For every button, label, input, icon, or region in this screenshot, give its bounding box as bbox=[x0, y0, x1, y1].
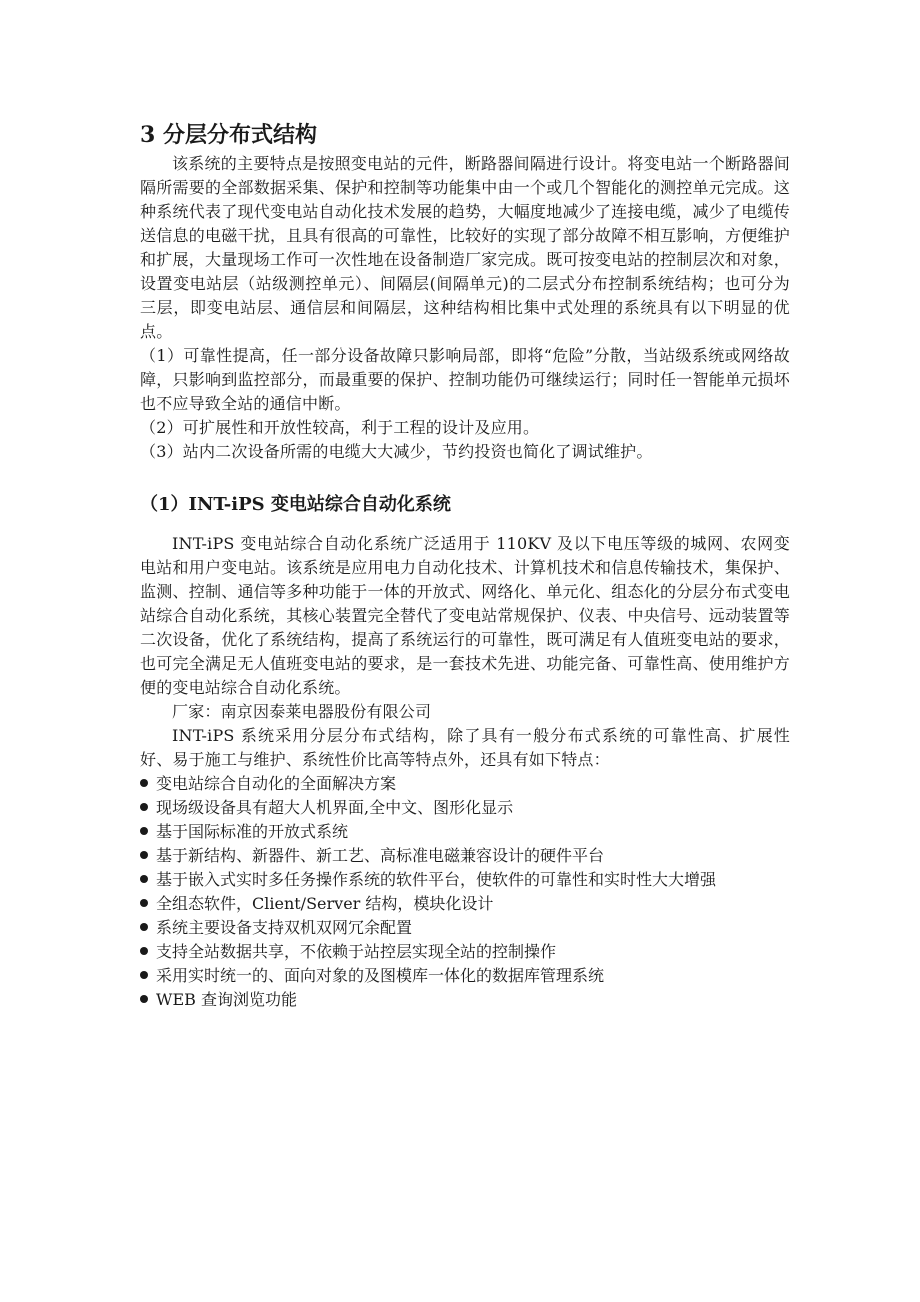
list-item: 全组态软件，Client/Server 结构，模块化设计 bbox=[140, 892, 790, 916]
bullet-icon bbox=[140, 971, 148, 979]
subsection-heading: （1）INT-iPS 变电站综合自动化系统 bbox=[140, 494, 451, 515]
bullet-icon bbox=[140, 779, 148, 787]
list-item: 支持全站数据共享，不依赖于站控层实现全站的控制操作 bbox=[140, 940, 790, 964]
bullet-icon bbox=[140, 827, 148, 835]
paragraph: 该系统的主要特点是按照变电站的元件，断路器间隔进行设计。将变电站一个断路器间隔所需要的全部数据采集、保护和控制等功能集中由一个或几个智能化的测控单元完成。这种系统代表了现代变电站自动化技术发展的趋势，大幅度地减少了连接电缆，减少了电缆传送信息的电磁干扰，且具有很高的可靠性，比较好的实现了部分故障不相互影响，方便维护和扩展，大量现场工作可一次性地在设备制造厂家完成。既可按变电站的控制层次和对象，设置变电站层（站级测控单元）、间隔层(间隔单元)的二层式分布控制系统结构；也可分为三层，即变电站层、通信层和间隔层，这种结构相比集中式处理的系统具有以下明显的优点。 bbox=[140, 154, 790, 341]
list-item: 采用实时统一的、面向对象的及图模库一体化的数据库管理系统 bbox=[140, 964, 790, 988]
bullet-icon bbox=[140, 803, 148, 811]
bullet-icon bbox=[140, 851, 148, 859]
paragraph: （3）站内二次设备所需的电缆大大减少，节约投资也简化了调试维护。 bbox=[140, 442, 653, 461]
paragraph: （2）可扩展性和开放性较高，利于工程的设计及应用。 bbox=[140, 418, 540, 437]
list-item: 基于新结构、新器件、新工艺、高标准电磁兼容设计的硬件平台 bbox=[140, 844, 790, 868]
list-item: 基于嵌入式实时多任务操作系统的软件平台，使软件的可靠性和实时性大大增强 bbox=[140, 868, 790, 892]
paragraph: INT-iPS 变电站综合自动化系统广泛适用于 110KV 及以下电压等级的城网、农网变电站和用户变电站。该系统是应用电力自动化技术、计算机技术和信息传输技术，集保护、监测、控制、通信等多种功能于一体的开放式、网络化、单元化、组态化的分层分布式变电站综合自动化系统，其核心装置完全替代了变电站常规保护、仪表、中央信号、远动装置等二次设备，优化了系统结构，提高了系统运行的可靠性，既可满足有人值班变电站的要求，也可完全满足无人值班变电站的要求，是一套技术先进、功能完备、可靠性高、使用维护方便的变电站综合自动化系统。 bbox=[140, 534, 790, 697]
bullet-icon bbox=[140, 995, 148, 1003]
list-item: 系统主要设备支持双机双网冗余配置 bbox=[140, 916, 790, 940]
list-item: WEB 查询浏览功能 bbox=[140, 988, 790, 1012]
feature-list bbox=[140, 772, 790, 1012]
bullet-icon bbox=[140, 923, 148, 931]
manufacturer-line: 厂家：南京因泰莱电器股份有限公司 bbox=[172, 702, 432, 721]
paragraph: INT-iPS 系统采用分层分布式结构，除了具有一般分布式系统的可靠性高、扩展性好、易于施工与维护、系统性价比高等特点外，还具有如下特点： bbox=[140, 726, 790, 769]
document-page bbox=[140, 120, 790, 1012]
bullet-icon bbox=[140, 899, 148, 907]
list-item: 变电站综合自动化的全面解决方案 bbox=[140, 772, 790, 796]
list-item: 基于国际标准的开放式系统 bbox=[140, 820, 790, 844]
bullet-icon bbox=[140, 875, 148, 883]
section-heading: 3 分层分布式结构 bbox=[140, 122, 317, 148]
list-item: 现场级设备具有超大人机界面,全中文、图形化显示 bbox=[140, 796, 790, 820]
paragraph: （1）可靠性提高，任一部分设备故障只影响局部，即将“危险”分散，当站级系统或网络故障，只影响到监控部分，而最重要的保护、控制功能仍可继续运行；同时任一智能单元损坏也不应导致全站的通信中断。 bbox=[140, 346, 790, 413]
bullet-icon bbox=[140, 947, 148, 955]
